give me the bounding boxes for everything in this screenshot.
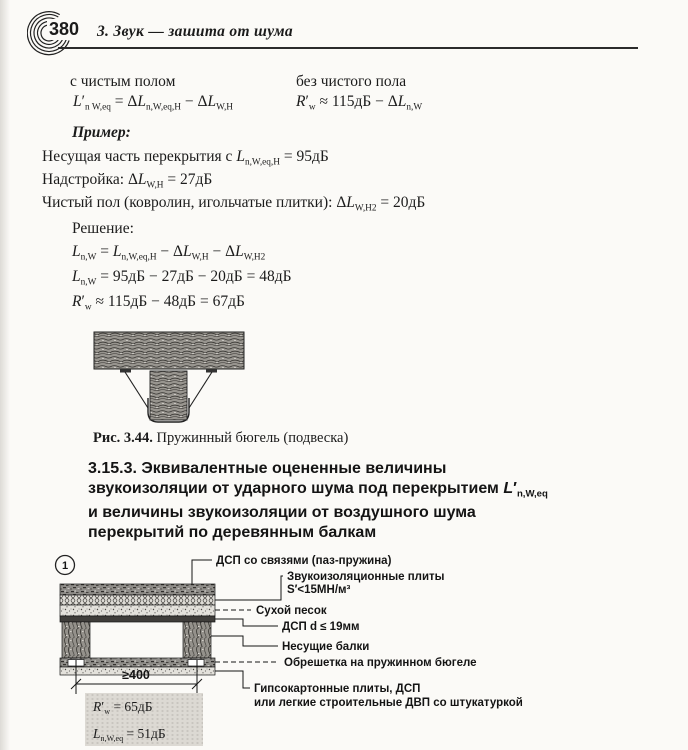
given-line-2: Надстройка: $\Delta L_{W,H} = 27дБ$ bbox=[42, 171, 213, 191]
label-load-bearing-beams: Несущие балки bbox=[282, 641, 370, 653]
result-airborne: $R'_w = 65дБ$ bbox=[93, 699, 153, 716]
section-heading-line-1: 3.15.3. Эквивалентные оцененные величины bbox=[88, 460, 447, 477]
formula-left: $L'_{n W,eq} = \Delta L_{n,W,eq,H} - \Delta L_{W,H}$ bbox=[73, 93, 234, 113]
label-dry-sand: Сухой песок bbox=[256, 605, 327, 617]
section-heading-line-2: звукоизоляции от ударного шума под перекрытием $L'_{n,W,eq}$ bbox=[88, 479, 548, 499]
formula-right: $R'_w \approx 115дБ - \Delta L_{n,W}$ bbox=[296, 93, 423, 113]
solution-line-3: $R'_w \approx 115дБ - 48дБ = 67дБ$ bbox=[72, 293, 245, 313]
label-chipboard-tongue-groove: ДСП со связями (паз-пружина) bbox=[216, 555, 392, 567]
label-chipboard-19mm: ДСП d ≤ 19мм bbox=[282, 621, 360, 633]
label-gypsum-boards: Гипсокартонные плиты, ДСП bbox=[254, 683, 421, 695]
label-battens-spring-hanger: Обрешетка на пружинном бюгеле bbox=[284, 657, 477, 669]
example-label: Пример: bbox=[72, 124, 131, 141]
given-line-3: Чистый пол (ковролин, игольчатые плитки): $\Delta L_{W,H2} = 20дБ$ bbox=[42, 194, 426, 214]
label-insulation-stiffness: S′<15МН/м³ bbox=[287, 584, 351, 596]
chapter-title: 3. Звук — зашита от шума bbox=[97, 23, 293, 40]
column-title-without-floor: без чистого пола bbox=[296, 73, 407, 90]
given-line-1: Несущая часть перекрытия с $L_{n,W,eq,H} = 95дБ$ bbox=[42, 148, 329, 168]
figure-caption: Рис. 3.44. Пружинный бюгель (подвеска) bbox=[93, 430, 349, 446]
label-insulation-boards: Звукоизоляционные плиты bbox=[287, 571, 445, 583]
header-rule bbox=[58, 47, 638, 49]
acoustic-results-box bbox=[85, 693, 203, 746]
beam-cross-section bbox=[94, 332, 244, 373]
floor-construction-diagram bbox=[40, 548, 688, 716]
section-heading bbox=[88, 459, 648, 542]
page-number: 380 bbox=[49, 19, 80, 39]
svg-text:1: 1 bbox=[61, 560, 69, 572]
result-impact: $L_{n,W,eq} = 51дБ$ bbox=[93, 725, 166, 743]
solution-line-2: $L_{n,W} = 95дБ - 27дБ - 20дБ = 48дБ$ bbox=[72, 268, 292, 288]
solution-line-1: $L_{n,W} = L_{n,W,eq,H} - \Delta L_{W,H} - \Delta L_{W,H2}$ bbox=[72, 243, 266, 263]
batten-cross-section bbox=[150, 371, 187, 420]
section-heading-line-3: и величины звукоизоляции от воздушного шума bbox=[88, 504, 476, 522]
solution-label: Решение: bbox=[72, 220, 134, 237]
label-gypsum-boards-2: или легкие строительные ДВП со штукатуркой bbox=[254, 697, 523, 709]
column-title-with-floor: с чистым полом bbox=[70, 73, 176, 90]
diagram-index-badge bbox=[56, 556, 75, 575]
figure-spring-hanger bbox=[88, 328, 258, 428]
section-heading-line-4: перекрытий по деревянным балкам bbox=[88, 523, 377, 541]
floor-layers bbox=[60, 584, 215, 675]
dimension-label: ≥400 bbox=[122, 668, 150, 682]
